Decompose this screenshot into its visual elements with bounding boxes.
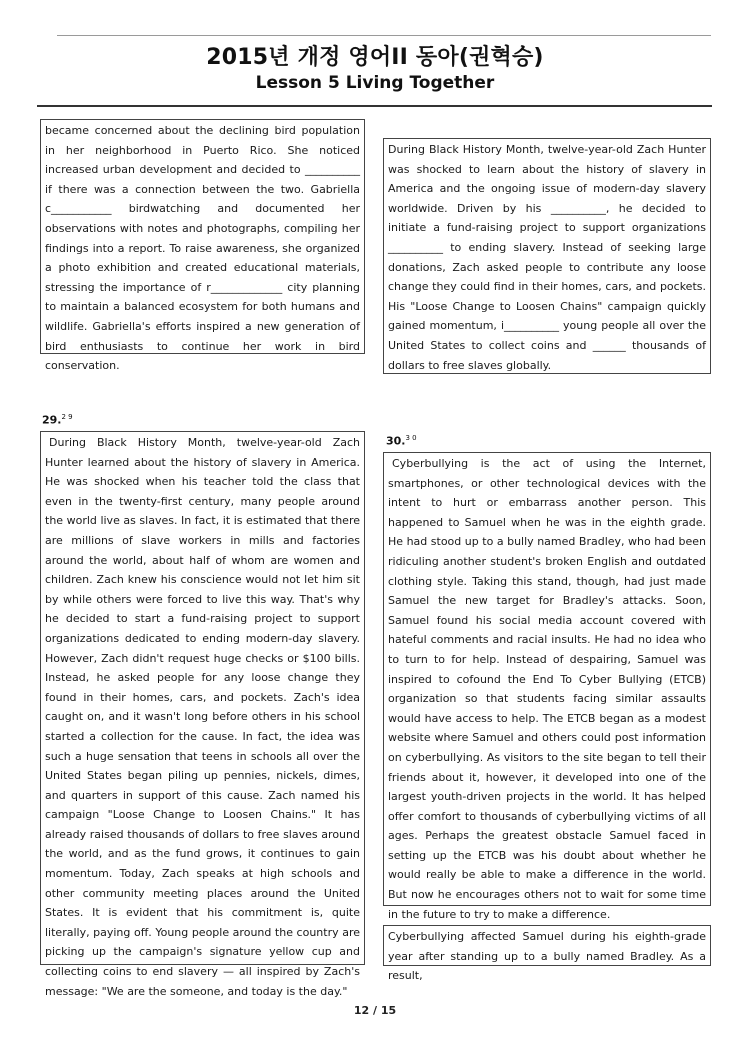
summary-text: During Black History Month, twelve-year-old Zach Hunter was shocked to learn about the history of slavery in America and the ongoing issue of modern-day slavery worldwide. Driven by his __________, he decided to initiate a fund-raising project to support organizations __________ to ending slavery. Instead of seeking large donations, Zach asked people to contribute any loose change they could find in their homes, cars, and pockets. His "Loose Change to Loosen Chains" campaign quickly gained momentum, i__________ young people all over the United States to collect coins and ______ thousands of dollars to free slaves globally. <box>388 143 706 372</box>
summary-text: became concerned about the declining bird population in her neighborhood in Puerto Rico. She noticed increased urban development and decided to __________ if there was a connection between the two. Gabriella c___________ birdwatching and documented her observations with notes and photographs, compiling her findings into a report. To raise awareness, she organized a photo exhibition and created educational materials, stressing the importance of r_____________ city planning to maintain a balanced ecosystem for both humans and wildlife. Gabriella's efforts inspired a new generation of bird enthusiasts to continue her work in bird conservation. <box>45 124 360 373</box>
question-number-label: 30. <box>386 434 406 448</box>
question-number-29 <box>42 413 73 427</box>
passage-box-29 <box>40 431 365 998</box>
header-rule <box>37 105 712 107</box>
summary-box-top-left <box>40 119 365 373</box>
top-rule <box>57 35 711 36</box>
question-number-label: 29. <box>42 413 62 427</box>
summary-box-bottom-right <box>383 925 711 983</box>
passage-box-30 <box>383 452 711 921</box>
page-number: 12 / 15 <box>353 1004 397 1017</box>
page-title: 2015년 개정 영어II 동아(권혁승) <box>206 45 544 70</box>
question-number-sup: 3 0 <box>405 434 417 442</box>
passage-text: Cyberbullying is the act of using the Internet, smartphones, or other technological devices with the intent to hurt or embarrass another person. This happened to Samuel when he was in the eighth grade. He had stood up to a bully named Bradley, who had been ridiculing another student's broken English and outdated clothing style. Taking this stand, though, had just made Samuel the new target for Bradley's attacks. Soon, Samuel found his social media account covered with hateful comments and racial insults. He had no idea who to turn to for help. Instead of despairing, Samuel was inspired to cofound the End To Cyber Bullying (ETCB) organization so that students facing similar assaults would have access to help. The ETCB began as a modest website where Samuel and others could post information on cyberbullying. As visitors to the site began to tell their friends about it, however, it developed into one of the largest youth-driven projects in the world. It has helped offer comfort to thousands of cyberbullying victims of all ages. Perhaps the greatest obstacle Samuel faced in setting up the ETCB was his doubt about whether he would really be able to make a difference in the world. But now he encourages others not to wait for some time in the future to try to make a difference. <box>388 457 706 921</box>
question-number-sup: 2 9 <box>61 413 73 421</box>
lesson-subtitle: Lesson 5 Living Together <box>255 73 495 93</box>
summary-box-top-right <box>383 138 711 374</box>
question-number-30 <box>386 434 417 448</box>
passage-text: During Black History Month, twelve-year-old Zach Hunter learned about the history of slavery in America. He was shocked when his teacher told the class that even in the twenty-first century, many people around the world live as slaves. In fact, it is estimated that there are millions of slave workers in mills and factories around the world, about half of whom are women and children. Zach knew his conscience would not let him sit by while others were forced to live this way. That's why he decided to start a fund-raising project to support organizations dedicated to ending modern-day slavery. However, Zach didn't request huge checks or $100 bills. Instead, he asked people for any loose change they found in their homes, cars, and pockets. Zach's idea caught on, and it wasn't long before others in his school started a collection for the cause. In fact, the idea was such a huge sensation that teens in schools all over the United States began piling up pennies, nickels, dimes, and quarters in support of this cause. Zach named his campaign "Loose Change to Loosen Chains." It has already raised thousands of dollars to free slaves around the world, and as the fund grows, it continues to gain momentum. Today, Zach speaks at high schools and other community meeting places around the United States. It is evident that his commitment is, quite literally, paying off. Young people around the country are picking up the campaign's signature yellow cup and collecting coins to end slavery — all inspired by Zach's message: "We are the someone, and today is the day." <box>45 436 360 998</box>
summary-text: Cyberbullying affected Samuel during his eighth-grade year after standing up to a bully named Bradley. As a result, <box>388 930 706 983</box>
